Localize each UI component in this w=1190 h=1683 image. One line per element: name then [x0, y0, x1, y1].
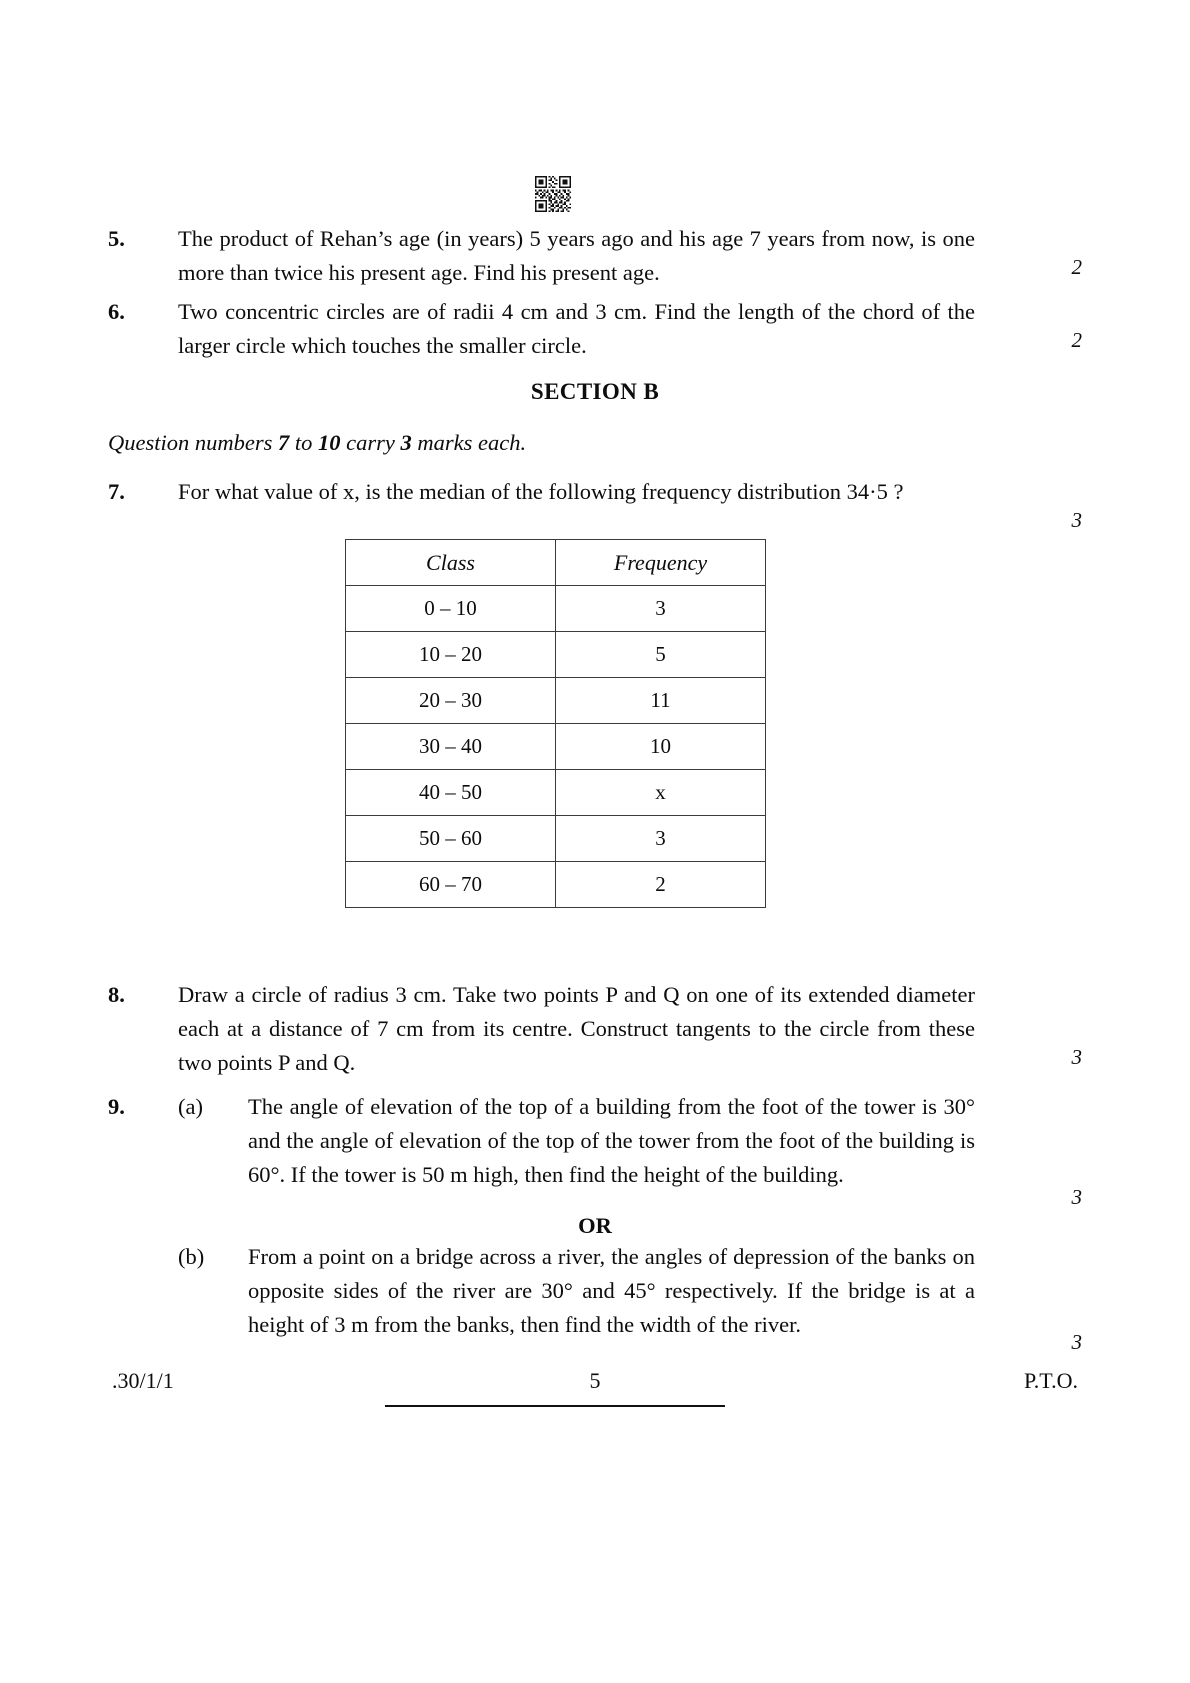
question-8-number: 8.	[108, 982, 125, 1007]
question-9-part-b-label: (b)	[178, 1244, 205, 1269]
question-7	[108, 475, 1083, 509]
table-cell-class: 10 – 20	[346, 632, 556, 678]
instruction-question-from: 7	[278, 430, 290, 455]
instruction-marks-value: 3	[400, 430, 412, 455]
question-9-part-b-text: From a point on a bridge across a river, the angles of depression of the banks on opposite sides of the river are 30° and 45° respectively. If the bridge is at a height of 3 m from the banks, then find the width of the river.	[248, 1244, 975, 1337]
paper-code: .30/1/1	[112, 1368, 174, 1393]
table-header-class: Class	[346, 540, 556, 586]
table-cell-class: 30 – 40	[346, 724, 556, 770]
question-5-marks: 2	[1071, 255, 1082, 279]
table-cell-frequency: 11	[556, 678, 766, 724]
table-cell-frequency: 3	[556, 586, 766, 632]
question-9-number: 9.	[108, 1094, 125, 1119]
table-row	[346, 632, 766, 678]
table-row	[346, 816, 766, 862]
table-cell-class: 60 – 70	[346, 862, 556, 908]
page-footer	[0, 1368, 1190, 1408]
frequency-distribution-table	[345, 539, 766, 908]
question-5-text: The product of Rehan’s age (in years) 5 years ago and his age 7 years from now, is one more than twice his present age. Find his present age.	[178, 226, 975, 285]
question-7-number: 7.	[108, 479, 125, 504]
table-cell-frequency: 10	[556, 724, 766, 770]
table-row	[346, 770, 766, 816]
pto-label: P.T.O.	[1024, 1368, 1078, 1393]
question-6-marks: 2	[1071, 328, 1082, 352]
table-row	[346, 862, 766, 908]
question-6-text: Two concentric circles are of radii 4 cm and 3 cm. Find the length of the chord of the larger circle which touches the smaller circle.	[178, 299, 975, 358]
instruction-mid: to	[289, 430, 319, 455]
table-row	[346, 678, 766, 724]
table-header-frequency: Frequency	[556, 540, 766, 586]
question-5-number: 5.	[108, 226, 125, 251]
table-header-row	[346, 540, 766, 586]
instruction-question-to: 10	[318, 430, 341, 455]
instruction-suffix: marks each.	[411, 430, 527, 455]
instruction-prefix: Question numbers	[108, 430, 278, 455]
question-7-marks: 3	[1071, 508, 1082, 532]
question-5	[108, 222, 1083, 290]
table-cell-class: 0 – 10	[346, 586, 556, 632]
question-9-part-a-label: (a)	[178, 1094, 203, 1119]
table-cell-class: 50 – 60	[346, 816, 556, 862]
question-9-part-b	[108, 1240, 1083, 1342]
question-9-part-b-marks: 3	[1071, 1330, 1082, 1354]
table-cell-frequency: 5	[556, 632, 766, 678]
table-cell-frequency: 3	[556, 816, 766, 862]
section-instruction	[108, 430, 526, 456]
question-9	[108, 1090, 1083, 1192]
question-7-text: For what value of x, is the median of the following frequency distribution 34·5 ?	[178, 479, 904, 504]
question-6	[108, 295, 1083, 363]
question-9-part-a-marks: 3	[1071, 1185, 1082, 1209]
table-cell-class: 40 – 50	[346, 770, 556, 816]
question-8	[108, 978, 1083, 1080]
table-row	[346, 724, 766, 770]
page-number: 5	[589, 1368, 601, 1393]
qr-code-icon	[535, 176, 571, 212]
footer-divider	[385, 1405, 725, 1407]
question-6-number: 6.	[108, 299, 125, 324]
or-divider-label: OR	[578, 1213, 612, 1238]
question-9-part-a-text: The angle of elevation of the top of a building from the foot of the tower is 30° and the angle of elevation of the top of the tower from the foot of the building is 60°. If the tower is 50 m high, then find the height of the building.	[248, 1094, 975, 1187]
table-cell-class: 20 – 30	[346, 678, 556, 724]
section-heading: SECTION B	[530, 379, 660, 404]
question-8-marks: 3	[1071, 1045, 1082, 1069]
table-cell-frequency: x	[556, 770, 766, 816]
table-cell-frequency: 2	[556, 862, 766, 908]
question-8-text: Draw a circle of radius 3 cm. Take two points P and Q on one of its extended diameter each at a distance of 7 cm from its centre. Construct tangents to the circle from these two points P and Q.	[178, 982, 975, 1075]
table-row	[346, 586, 766, 632]
instruction-carry: carry	[340, 430, 401, 455]
